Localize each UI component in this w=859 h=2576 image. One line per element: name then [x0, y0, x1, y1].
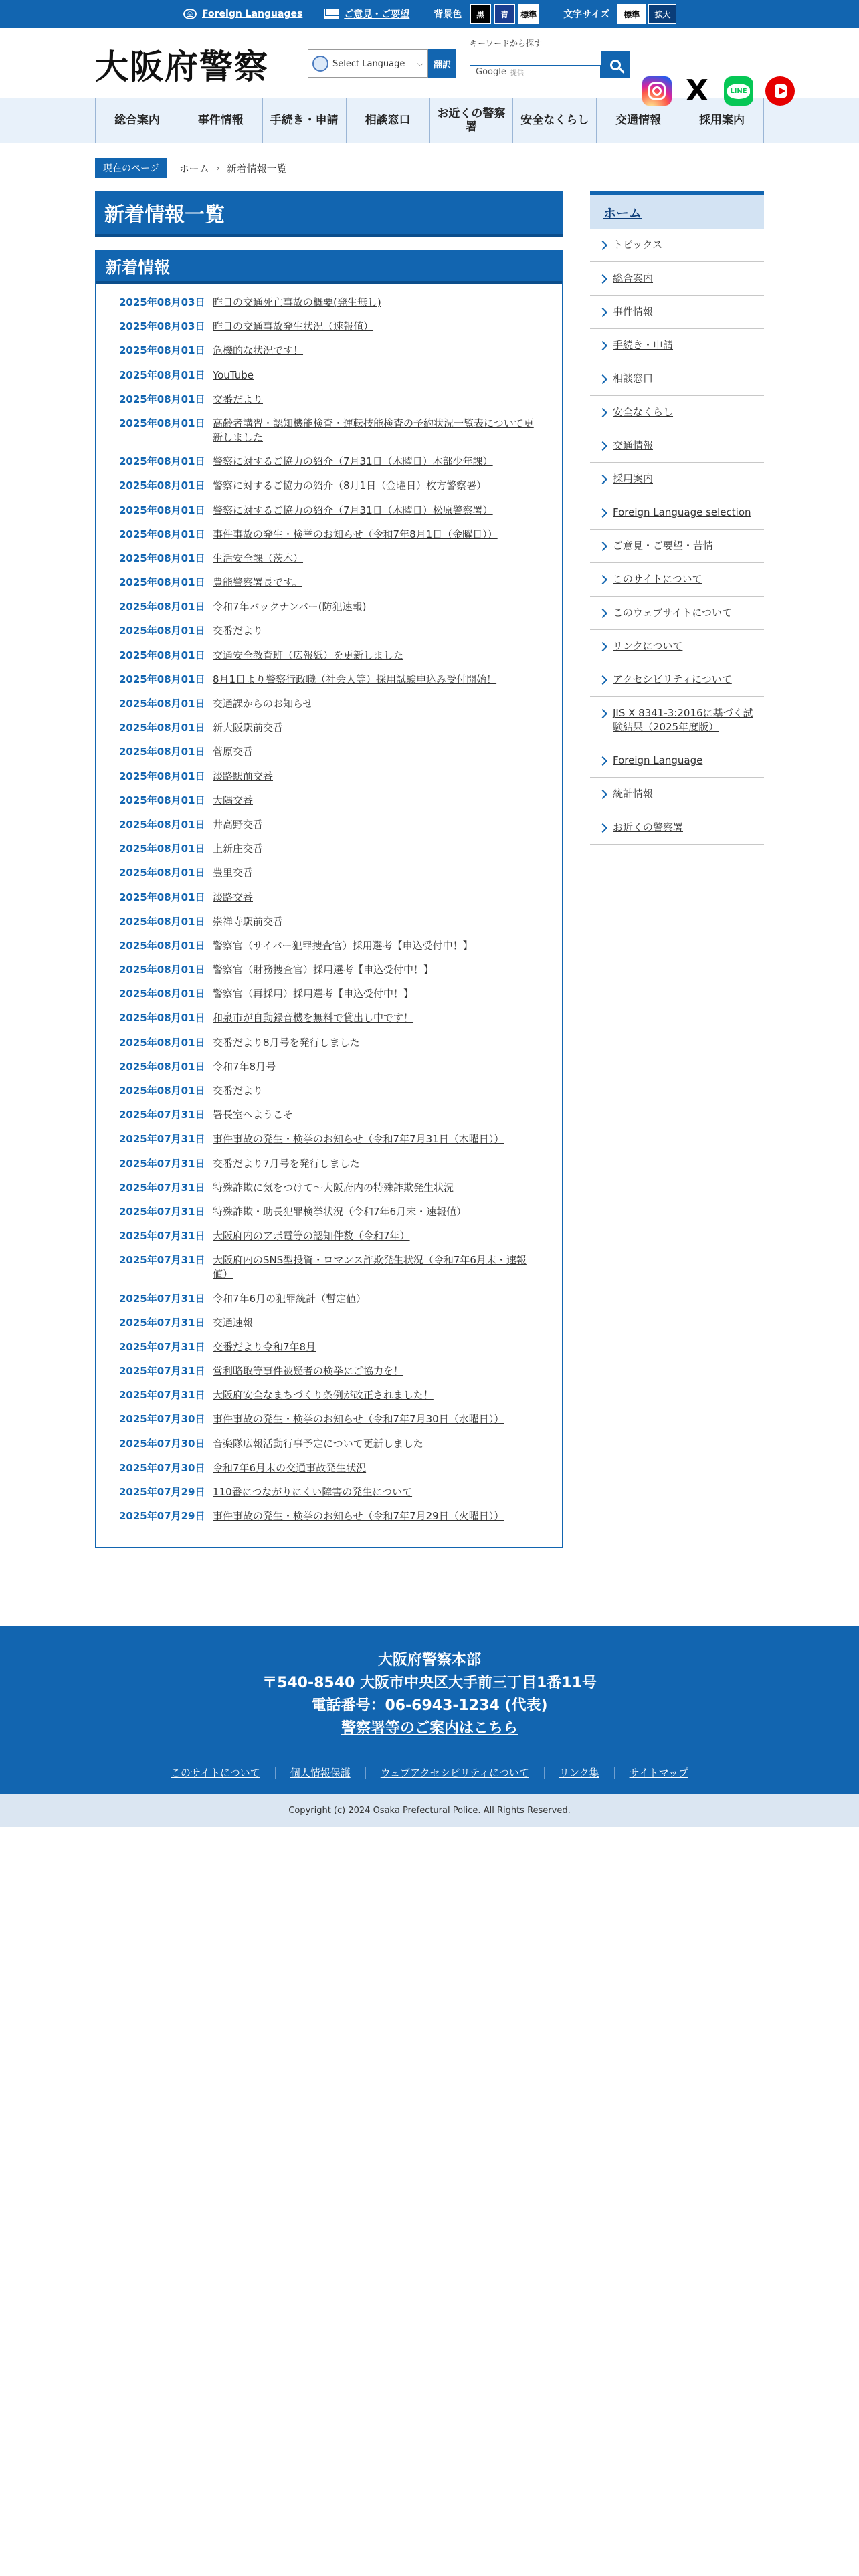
foreign-languages-link[interactable] [183, 9, 302, 19]
news-date: 2025年07月31日 [119, 1205, 205, 1218]
news-item [119, 1084, 562, 1098]
news-title-link[interactable]: 令和7年6月の犯罪統計（暫定値） [213, 1292, 367, 1305]
globe-icon: ◎ [183, 9, 197, 19]
news-date: 2025年07月31日 [119, 1292, 205, 1305]
search-icon [610, 60, 621, 70]
news-date: 2025年07月31日 [119, 1365, 205, 1378]
news-item [119, 770, 562, 784]
sidebar-item[interactable]: 手続き・申請 [590, 329, 764, 362]
news-item [119, 1485, 562, 1499]
news-title-link[interactable]: 新大阪駅前交番 [213, 722, 284, 734]
footer-link[interactable]: 個人情報保護 [276, 1767, 366, 1779]
footer-link[interactable]: このサイトについて [156, 1767, 276, 1779]
news-title-link[interactable]: 昨日の交通死亡事故の概要(発生無し) [213, 296, 381, 308]
text-size-switcher [563, 4, 676, 24]
news-heading: 新着情報 [96, 250, 562, 284]
footer-link[interactable]: リンク集 [545, 1767, 615, 1779]
news-item [119, 1229, 562, 1243]
news-date: 2025年08月01日 [119, 1036, 205, 1049]
news-title-link[interactable]: 淡路交番 [213, 891, 254, 903]
background-color-switcher [434, 4, 539, 24]
news-title-link[interactable]: 音楽隊広報活動行事予定について更新しました [213, 1437, 423, 1450]
news-item [119, 1292, 562, 1306]
news-section [95, 250, 563, 1548]
sidebar-item[interactable]: このウェブサイトについて [590, 597, 764, 630]
news-date: 2025年08月01日 [119, 504, 205, 516]
news-title-link[interactable]: 菅原交番 [213, 746, 254, 758]
news-date: 2025年08月01日 [119, 1085, 205, 1097]
news-item [119, 1412, 562, 1426]
news-item [119, 417, 562, 445]
sidebar-item[interactable]: Foreign Language selection [590, 496, 764, 530]
news-title-link[interactable]: 特殊詐欺・助長犯罪検挙状況（令和7年6月末・速報値） [213, 1205, 467, 1218]
nav-item[interactable]: 手続き・申請 [262, 98, 346, 143]
news-title-link[interactable]: 交通課からのお知らせ [213, 697, 313, 710]
language-selector [308, 49, 456, 78]
news-date: 2025年07月29日 [119, 1510, 205, 1523]
nav-item[interactable]: 安全なくらし [512, 98, 596, 143]
translate-button[interactable]: 翻訳 [428, 49, 456, 78]
news-item [119, 1011, 562, 1025]
sidebar-item[interactable]: お近くの警察署 [590, 811, 764, 845]
news-item [119, 794, 562, 808]
nav-item[interactable]: 事件情報 [179, 98, 262, 143]
news-title-link[interactable]: 昨日の交通事故発生状況（速報値） [213, 320, 374, 333]
news-date: 2025年08月01日 [119, 479, 205, 492]
news-date: 2025年07月30日 [119, 1413, 205, 1426]
sidebar-item[interactable]: このサイトについて [590, 563, 764, 597]
news-date: 2025年08月01日 [119, 746, 205, 758]
news-title-link[interactable]: 大隅交番 [213, 794, 254, 807]
news-item [119, 344, 562, 358]
news-item [119, 1108, 562, 1122]
nav-item[interactable]: お近くの警察署 [430, 98, 513, 143]
news-date: 2025年08月01日 [119, 988, 205, 1000]
news-title-link[interactable]: 淡路駅前交番 [213, 770, 274, 782]
news-item [119, 552, 562, 566]
news-title-link[interactable]: 警察に対するご協力の紹介（8月1日（金曜日）枚方警察署） [213, 479, 487, 492]
news-item [119, 842, 562, 856]
instagram-icon[interactable] [642, 76, 672, 106]
news-title-link[interactable]: 事件事故の発生・検挙のお知らせ（令和7年7月30日（水曜日）） [213, 1413, 504, 1426]
news-item [119, 1036, 562, 1050]
news-date: 2025年07月31日 [119, 1389, 205, 1402]
news-item [119, 891, 562, 905]
news-item [119, 745, 562, 759]
police-stations-link[interactable]: 警察署等のご案内はこちら [341, 1720, 518, 1737]
sidebar-item[interactable]: JIS X 8341-3:2016に基づく試験結果（2025年度版） [590, 697, 764, 744]
news-date: 2025年07月31日 [119, 1157, 205, 1170]
news-item [119, 1132, 562, 1146]
sidebar-item[interactable]: 採用案内 [590, 463, 764, 496]
news-title-link[interactable]: 大阪府内のアポ電等の認知件数（令和7年） [213, 1230, 410, 1243]
news-date: 2025年07月30日 [119, 1437, 205, 1450]
news-date: 2025年08月01日 [119, 1012, 205, 1025]
sidebar-item[interactable]: 事件情報 [590, 296, 764, 329]
news-title-link[interactable]: 交通速報 [213, 1316, 254, 1329]
news-title-link[interactable]: 令和7年8月号 [213, 1060, 276, 1073]
main-content [95, 191, 563, 1548]
news-date: 2025年08月01日 [119, 625, 205, 637]
news-date: 2025年08月01日 [119, 939, 205, 952]
news-date: 2025年08月01日 [119, 818, 205, 831]
sidebar-item[interactable]: 交通情報 [590, 429, 764, 463]
search-placeholder: Google [476, 66, 506, 77]
news-item [119, 697, 562, 711]
footer-links [0, 1767, 859, 1779]
news-title-link[interactable]: 8月1日より警察行政職（社会人等）採用試験申込み受付開始！ [213, 673, 497, 685]
news-date: 2025年07月31日 [119, 1254, 205, 1267]
news-date: 2025年08月01日 [119, 915, 205, 928]
news-date: 2025年07月31日 [119, 1133, 205, 1146]
language-select-label: Select Language [332, 58, 405, 69]
news-item [119, 673, 562, 687]
top-utility-bar [0, 0, 859, 28]
sidebar-item[interactable]: アクセシビリティについて [590, 663, 764, 697]
news-item [119, 1205, 562, 1219]
news-date: 2025年08月01日 [119, 794, 205, 807]
background-color-label: 背景色 [434, 9, 462, 20]
news-title-link[interactable]: 事件事故の発生・検挙のお知らせ（令和7年7月29日（火曜日）） [213, 1510, 504, 1523]
news-date: 2025年07月30日 [119, 1461, 205, 1474]
news-item [119, 624, 562, 638]
news-date: 2025年08月01日 [119, 552, 205, 564]
news-date: 2025年08月01日 [119, 393, 205, 405]
sidebar-item[interactable]: リンクについて [590, 630, 764, 663]
nav-item[interactable]: 採用案内 [680, 98, 764, 143]
news-date: 2025年08月01日 [119, 455, 205, 468]
opinions-link[interactable] [324, 7, 409, 21]
news-title-link[interactable]: 事件事故の発生・検挙のお知らせ（令和7年8月1日（金曜日）） [213, 528, 498, 540]
news-title-link[interactable]: 交番だより令和7年8月 [213, 1340, 316, 1353]
news-item [119, 649, 562, 663]
text-size-standard-button[interactable]: 標準 [617, 4, 646, 24]
sidebar-item[interactable]: ご意見・ご要望・苦情 [590, 530, 764, 563]
footer-link[interactable]: ウェブアクセシビリティについて [366, 1767, 545, 1779]
sidebar-item[interactable]: トピックス [590, 229, 764, 262]
news-date: 2025年08月01日 [119, 722, 205, 734]
news-item [119, 393, 562, 407]
news-item [119, 1437, 562, 1451]
news-date: 2025年08月01日 [119, 964, 205, 976]
news-item [119, 479, 562, 493]
news-date: 2025年08月01日 [119, 417, 205, 429]
news-item [119, 1364, 562, 1378]
news-date: 2025年08月01日 [119, 843, 205, 855]
footer-org: 大阪府警察本部 [377, 1652, 481, 1669]
news-list [96, 284, 562, 1547]
news-date: 2025年08月01日 [119, 891, 205, 903]
nav-item[interactable]: 相談窓口 [346, 98, 430, 143]
google-globe-icon [312, 56, 328, 72]
news-title-link[interactable]: 大阪府安全なまちづくり条例が改正されました！ [213, 1389, 434, 1402]
news-date: 2025年07月31日 [119, 1109, 205, 1121]
news-item [119, 1253, 562, 1281]
news-title-link[interactable]: 署長室へようこそ [213, 1109, 294, 1121]
text-size-label: 文字サイズ [563, 9, 610, 20]
news-item [119, 987, 562, 1001]
footer-link[interactable]: サイトマップ [629, 1767, 688, 1780]
breadcrumb [95, 158, 859, 178]
search-button[interactable] [601, 51, 630, 78]
news-title-link[interactable]: 豊能警察署長です。 [213, 576, 302, 589]
news-item [119, 1157, 562, 1171]
news-item [119, 818, 562, 832]
news-title-link[interactable]: 交通安全教育班（広報紙）を更新しました [213, 649, 404, 661]
news-date: 2025年08月01日 [119, 344, 205, 357]
news-item [119, 939, 562, 953]
news-title-link[interactable]: 110番につながりにくい障害の発生について [213, 1486, 413, 1498]
news-title-link[interactable]: 令和7年6月末の交通事故発生状況 [213, 1461, 367, 1474]
news-date: 2025年07月31日 [119, 1340, 205, 1353]
news-date: 2025年07月31日 [119, 1230, 205, 1243]
news-item [119, 721, 562, 735]
news-title-link[interactable]: 高齢者講習・認知機能検査・運転技能検査の予約状況一覧表について更新しました [213, 417, 534, 443]
news-item [119, 1181, 562, 1195]
news-title-link[interactable]: 危機的な状況です！ [213, 344, 304, 357]
news-title-link[interactable]: 交番だより [213, 625, 264, 637]
news-date: 2025年07月31日 [119, 1316, 205, 1329]
search-input[interactable] [470, 65, 601, 78]
nav-item[interactable]: 総合案内 [95, 98, 179, 143]
news-item [119, 528, 562, 542]
sidebar-item[interactable]: Foreign Language [590, 744, 764, 778]
opinions-label: ご意見・ご要望 [344, 9, 410, 20]
footer-address: 〒540-8540 大阪市中央区大手前三丁目1番11号 [262, 1675, 597, 1692]
youtube-icon[interactable] [765, 76, 795, 106]
news-item [119, 320, 562, 334]
news-item [119, 455, 562, 469]
news-item [119, 1461, 562, 1475]
news-title-link[interactable]: 警察官（サイバー犯罪捜査官）採用選考【申込受付中！】 [213, 939, 473, 952]
news-title-link[interactable]: 井高野交番 [213, 818, 264, 831]
news-title-link[interactable]: 生活安全課（茨木） [213, 552, 304, 564]
news-item [119, 866, 562, 880]
site-search [470, 37, 630, 78]
news-title-link[interactable]: 特殊詐欺に気をつけて〜大阪府内の特殊詐欺発生状況 [213, 1181, 454, 1194]
news-item [119, 1060, 562, 1074]
news-title-link[interactable]: 交番だより8月号を発行しました [213, 1036, 360, 1049]
news-title-link[interactable]: 交番だより [213, 1085, 264, 1097]
news-title-link[interactable]: 上新庄交番 [213, 843, 264, 855]
bg-black-button[interactable]: 黒 [470, 4, 491, 24]
sidebar-item[interactable]: 安全なくらし [590, 396, 764, 429]
sidebar-item[interactable]: 相談窓口 [590, 362, 764, 396]
nav-item[interactable]: 交通情報 [596, 98, 680, 143]
news-date: 2025年08月01日 [119, 1060, 205, 1073]
news-item [119, 1509, 562, 1523]
news-date: 2025年08月01日 [119, 697, 205, 710]
news-date: 2025年08月01日 [119, 770, 205, 782]
sidebar [590, 191, 764, 845]
news-date: 2025年08月01日 [119, 867, 205, 879]
copyright: Copyright (c) 2024 Osaka Prefectural Police. All Rights Reserved. [0, 1794, 859, 1827]
news-title-link[interactable]: 警察に対するご協力の紹介（7月31日（木曜日）松原警察署） [213, 504, 493, 516]
sidebar-item[interactable]: 統計情報 [590, 778, 764, 811]
search-provider-label: 提供 [510, 69, 524, 77]
news-date: 2025年07月29日 [119, 1486, 205, 1498]
news-item [119, 1340, 562, 1354]
x-icon[interactable]: X [686, 74, 708, 108]
site-logo[interactable]: 大阪府警察 [95, 47, 269, 86]
chevron-right-icon: › [215, 162, 220, 174]
news-item [119, 368, 562, 383]
sidebar-item[interactable]: 総合案内 [590, 262, 764, 296]
news-item [119, 963, 562, 977]
language-select[interactable] [308, 49, 428, 78]
news-date: 2025年07月31日 [119, 1181, 205, 1194]
chevron-down-icon: ⌵ [417, 58, 423, 68]
news-title-link[interactable]: 大阪府内のSNS型投資・ロマンス詐欺発生状況（令和7年6月末・速報値） [213, 1254, 527, 1281]
breadcrumb-home-link[interactable]: ホーム [179, 162, 209, 175]
news-date: 2025年08月01日 [119, 649, 205, 661]
text-size-large-button[interactable]: 拡大 [648, 4, 676, 24]
mail-icon [324, 9, 339, 19]
search-caption: キーワードから探す [470, 39, 543, 48]
news-date: 2025年08月01日 [119, 601, 205, 613]
news-item [119, 504, 562, 518]
news-item [119, 600, 562, 614]
footer-phone: 電話番号：06-6943-1234 (代表) [311, 1697, 548, 1715]
news-title-link[interactable]: 営利略取等事件被疑者の検挙にご協力を！ [213, 1365, 404, 1378]
news-title-link[interactable]: 崇禅寺駅前交番 [213, 915, 284, 928]
news-date: 2025年08月01日 [119, 576, 205, 589]
news-date: 2025年08月01日 [119, 368, 205, 381]
site-footer [0, 1626, 859, 1794]
breadcrumb-current-label: 現在のページ [95, 158, 167, 178]
news-title-link[interactable]: 警察に対するご協力の紹介（7月31日（木曜日）本部少年課） [213, 455, 493, 468]
sidebar-home-link[interactable]: ホーム [590, 191, 764, 229]
line-icon[interactable]: LINE [724, 76, 753, 106]
news-title-link[interactable]: YouTube [213, 368, 254, 381]
site-header [0, 28, 859, 108]
news-title-link[interactable]: 和泉市が自動録音機を無料で貸出し中です！ [213, 1012, 414, 1025]
bg-blue-button[interactable]: 青 [494, 4, 515, 24]
news-title-link[interactable]: 令和7年バックナンバー(防犯速報) [213, 601, 367, 613]
news-title-link[interactable]: 交番だより [213, 393, 264, 405]
news-item [119, 915, 562, 929]
foreign-languages-label: Foreign Languages [202, 9, 303, 19]
news-title-link[interactable]: 豊里交番 [213, 867, 254, 879]
news-title-link[interactable]: 交番だより7月号を発行しました [213, 1157, 360, 1170]
news-date: 2025年08月03日 [119, 296, 205, 308]
news-title-link[interactable]: 警察官（再採用）採用選考【申込受付中！】 [213, 988, 414, 1000]
news-item [119, 1388, 562, 1402]
news-date: 2025年08月03日 [119, 320, 205, 333]
news-item [119, 296, 562, 310]
page-title: 新着情報一覧 [95, 191, 563, 237]
bg-standard-button[interactable]: 標準 [518, 4, 539, 24]
news-item [119, 576, 562, 590]
news-item [119, 1316, 562, 1330]
news-title-link[interactable]: 警察官（財務捜査官）採用選考【申込受付中！】 [213, 964, 434, 976]
news-date: 2025年08月01日 [119, 673, 205, 685]
news-title-link[interactable]: 事件事故の発生・検挙のお知らせ（令和7年7月31日（木曜日）） [213, 1133, 504, 1146]
breadcrumb-current: 新着情報一覧 [226, 162, 287, 175]
news-date: 2025年08月01日 [119, 528, 205, 540]
